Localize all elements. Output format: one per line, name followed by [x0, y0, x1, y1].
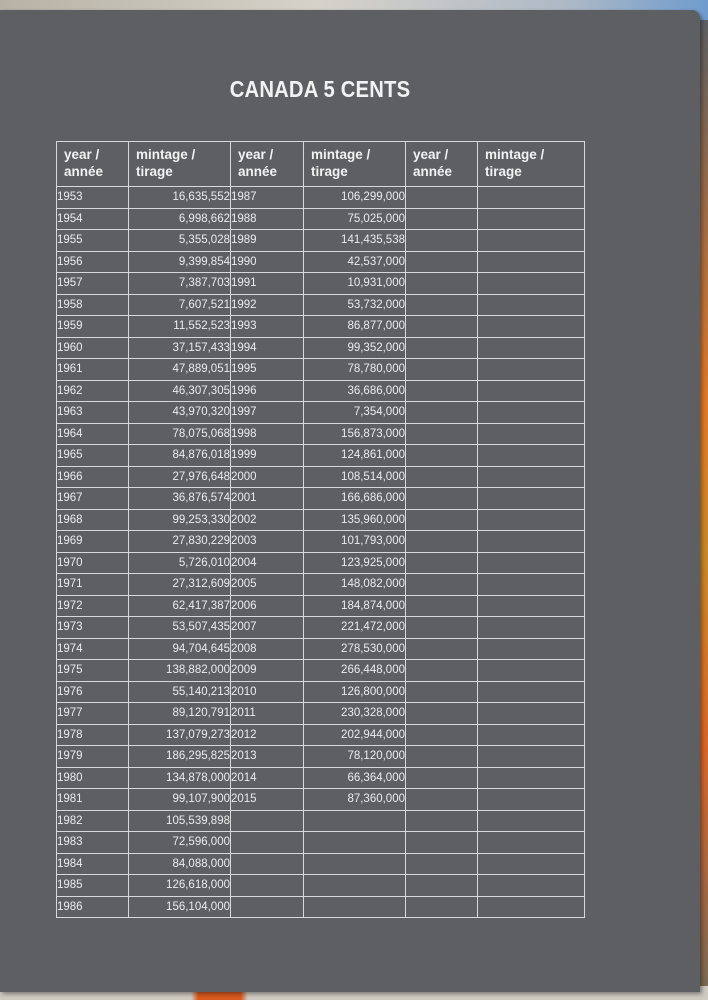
- table-row: [57, 660, 585, 682]
- mintage-cell: 124,861,000: [304, 445, 406, 467]
- year-cell: [406, 316, 478, 338]
- year-cell: [406, 810, 478, 832]
- mintage-cell: 43,970,320: [129, 402, 231, 424]
- mintage-cell: [478, 273, 585, 295]
- mintage-cell: 101,793,000: [304, 531, 406, 553]
- mintage-cell: 134,878,000: [129, 767, 231, 789]
- year-cell: [406, 359, 478, 381]
- table-row: [57, 208, 585, 230]
- mintage-cell: 11,552,523: [129, 316, 231, 338]
- year-cell: 1981: [57, 789, 129, 811]
- year-cell: 1988: [231, 208, 304, 230]
- mintage-cell: [478, 466, 585, 488]
- mintage-cell: [478, 423, 585, 445]
- mintage-cell: 123,925,000: [304, 552, 406, 574]
- year-cell: 1995: [231, 359, 304, 381]
- mintage-cell: 9,399,854: [129, 251, 231, 273]
- table-row: [57, 552, 585, 574]
- mintage-cell: 94,704,645: [129, 638, 231, 660]
- year-cell: [406, 724, 478, 746]
- year-cell: 1985: [57, 875, 129, 897]
- year-cell: 1977: [57, 703, 129, 725]
- mintage-cell: 7,607,521: [129, 294, 231, 316]
- mintage-cell: [304, 896, 406, 918]
- year-cell: 1956: [57, 251, 129, 273]
- year-cell: 1992: [231, 294, 304, 316]
- year-cell: 1965: [57, 445, 129, 467]
- year-cell: [406, 337, 478, 359]
- year-cell: 2004: [231, 552, 304, 574]
- table-row: [57, 273, 585, 295]
- mintage-cell: [478, 488, 585, 510]
- year-cell: [406, 509, 478, 531]
- table-row: [57, 466, 585, 488]
- year-cell: 1957: [57, 273, 129, 295]
- mintage-cell: [478, 230, 585, 252]
- year-cell: 2015: [231, 789, 304, 811]
- table-row: [57, 337, 585, 359]
- mintage-cell: 36,686,000: [304, 380, 406, 402]
- table-row: [57, 595, 585, 617]
- mintage-cell: 87,360,000: [304, 789, 406, 811]
- mintage-cell: [478, 552, 585, 574]
- year-cell: 1978: [57, 724, 129, 746]
- table-row: [57, 789, 585, 811]
- table-row: [57, 359, 585, 381]
- year-cell: 1994: [231, 337, 304, 359]
- year-cell: 1996: [231, 380, 304, 402]
- mintage-cell: [478, 531, 585, 553]
- year-cell: [231, 810, 304, 832]
- mintage-cell: 184,874,000: [304, 595, 406, 617]
- table-row: [57, 423, 585, 445]
- year-cell: 1973: [57, 617, 129, 639]
- mintage-cell: 5,726,010: [129, 552, 231, 574]
- mintage-cell: 99,253,330: [129, 509, 231, 531]
- table-row: [57, 724, 585, 746]
- year-cell: [406, 251, 478, 273]
- year-cell: 1958: [57, 294, 129, 316]
- mintage-cell: [304, 853, 406, 875]
- mintage-cell: 266,448,000: [304, 660, 406, 682]
- year-cell: 1953: [57, 187, 129, 209]
- year-header: year / année: [231, 142, 304, 187]
- mintage-cell: 106,299,000: [304, 187, 406, 209]
- mintage-cell: 156,104,000: [129, 896, 231, 918]
- year-cell: 1991: [231, 273, 304, 295]
- year-cell: 1982: [57, 810, 129, 832]
- year-cell: [406, 703, 478, 725]
- mintage-cell: [478, 853, 585, 875]
- mintage-header: mintage / tirage: [129, 142, 231, 187]
- mintage-cell: 36,876,574: [129, 488, 231, 510]
- mintage-cell: 141,435,538: [304, 230, 406, 252]
- year-cell: 1970: [57, 552, 129, 574]
- mintage-cell: 148,082,000: [304, 574, 406, 596]
- year-cell: 2010: [231, 681, 304, 703]
- year-cell: [406, 402, 478, 424]
- mintage-cell: 86,877,000: [304, 316, 406, 338]
- mintage-header: mintage / tirage: [478, 142, 585, 187]
- mintage-cell: 66,364,000: [304, 767, 406, 789]
- year-cell: 1972: [57, 595, 129, 617]
- mintage-cell: 78,780,000: [304, 359, 406, 381]
- mintage-cell: [478, 187, 585, 209]
- year-cell: [406, 853, 478, 875]
- mintage-cell: 156,873,000: [304, 423, 406, 445]
- year-cell: [406, 445, 478, 467]
- year-cell: 1955: [57, 230, 129, 252]
- mintage-cell: 7,387,703: [129, 273, 231, 295]
- year-cell: 2014: [231, 767, 304, 789]
- year-header: year / année: [57, 142, 129, 187]
- year-cell: 2002: [231, 509, 304, 531]
- year-cell: [406, 208, 478, 230]
- mintage-cell: 99,107,900: [129, 789, 231, 811]
- year-cell: 2012: [231, 724, 304, 746]
- mintage-cell: 202,944,000: [304, 724, 406, 746]
- mintage-cell: 84,876,018: [129, 445, 231, 467]
- table-row: [57, 832, 585, 854]
- mintage-cell: 75,025,000: [304, 208, 406, 230]
- table-row: [57, 380, 585, 402]
- year-cell: [406, 767, 478, 789]
- mintage-cell: [478, 617, 585, 639]
- year-cell: 1979: [57, 746, 129, 768]
- table-row: [57, 402, 585, 424]
- year-cell: 1969: [57, 531, 129, 553]
- year-cell: 2003: [231, 531, 304, 553]
- mintage-cell: [478, 208, 585, 230]
- mintage-cell: [304, 810, 406, 832]
- year-cell: [406, 638, 478, 660]
- year-cell: 1975: [57, 660, 129, 682]
- mintage-cell: 105,539,898: [129, 810, 231, 832]
- year-cell: [406, 488, 478, 510]
- year-cell: [406, 746, 478, 768]
- mintage-cell: [478, 316, 585, 338]
- year-cell: 1999: [231, 445, 304, 467]
- table-row: [57, 230, 585, 252]
- year-cell: [231, 875, 304, 897]
- mintage-cell: [478, 638, 585, 660]
- table-row: [57, 488, 585, 510]
- mintage-cell: [304, 832, 406, 854]
- year-cell: 1993: [231, 316, 304, 338]
- mintage-cell: [304, 875, 406, 897]
- table-row: [57, 445, 585, 467]
- year-cell: [406, 380, 478, 402]
- year-cell: 2000: [231, 466, 304, 488]
- mintage-cell: [478, 810, 585, 832]
- year-cell: 1960: [57, 337, 129, 359]
- mintage-cell: 62,417,387: [129, 595, 231, 617]
- mintage-cell: 221,472,000: [304, 617, 406, 639]
- year-cell: [231, 853, 304, 875]
- mintage-cell: [478, 509, 585, 531]
- year-cell: 1961: [57, 359, 129, 381]
- year-cell: 2013: [231, 746, 304, 768]
- year-cell: 1987: [231, 187, 304, 209]
- mintage-header: mintage / tirage: [304, 142, 406, 187]
- mintage-cell: 108,514,000: [304, 466, 406, 488]
- year-cell: 1990: [231, 251, 304, 273]
- mintage-cell: [478, 681, 585, 703]
- mintage-cell: 7,354,000: [304, 402, 406, 424]
- year-cell: [406, 466, 478, 488]
- table-row: [57, 875, 585, 897]
- year-cell: 2001: [231, 488, 304, 510]
- year-cell: [406, 681, 478, 703]
- year-cell: 1980: [57, 767, 129, 789]
- mintage-cell: 42,537,000: [304, 251, 406, 273]
- mintage-cell: 186,295,825: [129, 746, 231, 768]
- table-row: [57, 187, 585, 209]
- mintage-cell: 126,618,000: [129, 875, 231, 897]
- mintage-cell: 230,328,000: [304, 703, 406, 725]
- table-row: [57, 853, 585, 875]
- mintage-cell: [478, 767, 585, 789]
- year-cell: 2011: [231, 703, 304, 725]
- mintage-cell: [478, 574, 585, 596]
- mintage-cell: 53,507,435: [129, 617, 231, 639]
- mintage-cell: 72,596,000: [129, 832, 231, 854]
- mintage-cell: 126,800,000: [304, 681, 406, 703]
- mintage-cell: 16,635,552: [129, 187, 231, 209]
- mintage-cell: 78,075,068: [129, 423, 231, 445]
- year-cell: 1998: [231, 423, 304, 445]
- year-cell: [406, 531, 478, 553]
- page-title: CANADA 5 CENTS: [229, 76, 411, 102]
- year-cell: 1964: [57, 423, 129, 445]
- mintage-cell: 27,312,609: [129, 574, 231, 596]
- year-cell: 1967: [57, 488, 129, 510]
- mintage-cell: 47,889,051: [129, 359, 231, 381]
- year-cell: 1962: [57, 380, 129, 402]
- mintage-cell: 55,140,213: [129, 681, 231, 703]
- mintage-cell: 89,120,791: [129, 703, 231, 725]
- year-cell: [406, 832, 478, 854]
- table-row: [57, 810, 585, 832]
- year-cell: 1966: [57, 466, 129, 488]
- year-cell: [406, 789, 478, 811]
- mintage-cell: 99,352,000: [304, 337, 406, 359]
- year-cell: 2007: [231, 617, 304, 639]
- year-cell: 1974: [57, 638, 129, 660]
- year-cell: [406, 552, 478, 574]
- table-row: [57, 681, 585, 703]
- mintage-cell: [478, 402, 585, 424]
- mintage-cell: 84,088,000: [129, 853, 231, 875]
- year-cell: [406, 230, 478, 252]
- table-row: [57, 294, 585, 316]
- mintage-table: [56, 141, 585, 918]
- mintage-cell: [478, 832, 585, 854]
- mintage-cell: [478, 660, 585, 682]
- table-row: [57, 531, 585, 553]
- table-row: [57, 703, 585, 725]
- year-cell: 2009: [231, 660, 304, 682]
- mintage-cell: [478, 875, 585, 897]
- year-cell: [406, 617, 478, 639]
- mintage-cell: [478, 380, 585, 402]
- mintage-cell: [478, 703, 585, 725]
- year-cell: [406, 875, 478, 897]
- year-cell: 2005: [231, 574, 304, 596]
- year-cell: 1976: [57, 681, 129, 703]
- mintage-cell: 10,931,000: [304, 273, 406, 295]
- mintage-cell: 53,732,000: [304, 294, 406, 316]
- mintage-cell: 166,686,000: [304, 488, 406, 510]
- year-cell: 1989: [231, 230, 304, 252]
- table-row: [57, 746, 585, 768]
- year-cell: 1954: [57, 208, 129, 230]
- mintage-cell: 27,976,648: [129, 466, 231, 488]
- year-cell: 1968: [57, 509, 129, 531]
- year-cell: 1984: [57, 853, 129, 875]
- year-cell: [231, 896, 304, 918]
- mintage-cell: [478, 337, 585, 359]
- mintage-cell: [478, 595, 585, 617]
- table-row: [57, 896, 585, 918]
- table-row: [57, 574, 585, 596]
- mintage-cell: [478, 789, 585, 811]
- year-cell: [406, 574, 478, 596]
- mintage-cell: [478, 896, 585, 918]
- mintage-cell: 137,079,273: [129, 724, 231, 746]
- mintage-cell: [478, 294, 585, 316]
- mintage-cell: 78,120,000: [304, 746, 406, 768]
- table-row: [57, 509, 585, 531]
- table-row: [57, 767, 585, 789]
- mintage-cell: 46,307,305: [129, 380, 231, 402]
- mintage-cell: [478, 746, 585, 768]
- table-row: [57, 638, 585, 660]
- year-cell: 1963: [57, 402, 129, 424]
- mintage-cell: 27,830,229: [129, 531, 231, 553]
- mintage-cell: 135,960,000: [304, 509, 406, 531]
- mintage-cell: 6,998,662: [129, 208, 231, 230]
- table-row: [57, 617, 585, 639]
- table-header-row: [57, 142, 585, 187]
- album-page: [0, 10, 700, 992]
- year-cell: 2008: [231, 638, 304, 660]
- year-cell: [406, 423, 478, 445]
- mintage-cell: [478, 445, 585, 467]
- year-cell: [406, 595, 478, 617]
- mintage-cell: [478, 359, 585, 381]
- mintage-cell: [478, 724, 585, 746]
- year-cell: 1986: [57, 896, 129, 918]
- mintage-cell: 138,882,000: [129, 660, 231, 682]
- year-cell: [406, 896, 478, 918]
- mintage-cell: 5,355,028: [129, 230, 231, 252]
- year-cell: 2006: [231, 595, 304, 617]
- mintage-cell: 278,530,000: [304, 638, 406, 660]
- year-header: year / année: [406, 142, 478, 187]
- year-cell: [406, 294, 478, 316]
- year-cell: [406, 273, 478, 295]
- mintage-cell: [478, 251, 585, 273]
- year-cell: 1997: [231, 402, 304, 424]
- year-cell: 1971: [57, 574, 129, 596]
- year-cell: [406, 660, 478, 682]
- mintage-cell: 37,157,433: [129, 337, 231, 359]
- year-cell: 1959: [57, 316, 129, 338]
- table-row: [57, 251, 585, 273]
- table-row: [57, 316, 585, 338]
- year-cell: [406, 187, 478, 209]
- year-cell: [231, 832, 304, 854]
- year-cell: 1983: [57, 832, 129, 854]
